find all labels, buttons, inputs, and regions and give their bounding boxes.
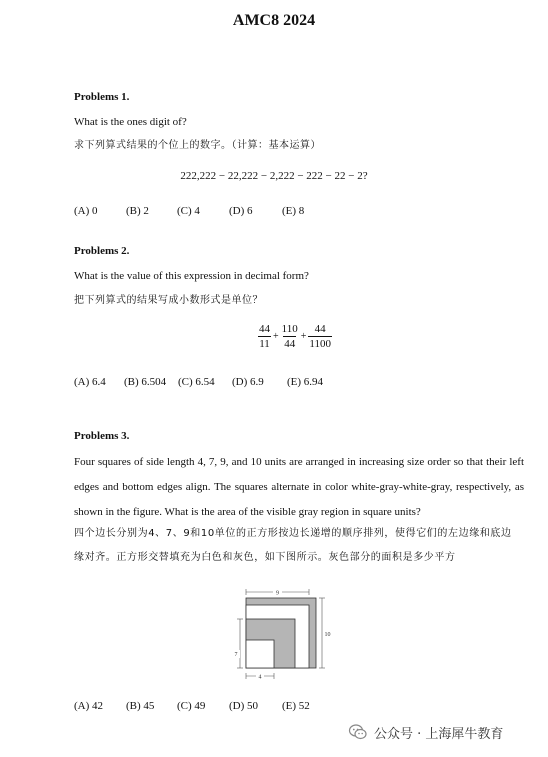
problem-1-expression: 222,222 − 22,222 − 2,222 − 222 − 22 − 2? (180, 170, 368, 182)
choice-d: (D) 50 (229, 700, 259, 712)
problem-1-choices (74, 205, 304, 217)
fraction-2-denominator: 44 (284, 338, 296, 350)
problem-2-heading: Problems 2. (74, 245, 130, 257)
fraction-3 (308, 322, 332, 351)
wechat-icon (348, 722, 368, 742)
page-title: AMC8 2024 (232, 12, 316, 29)
choice-b: (B) 45 (126, 700, 155, 712)
choice-e: (E) 52 (282, 700, 310, 712)
choice-a: (A) 42 (74, 700, 104, 712)
choice-c: (C) 49 (177, 700, 206, 712)
choice-d: (D) 6.9 (232, 376, 264, 388)
dimension-label-4: 4 (258, 674, 262, 681)
fraction-1-numerator: 44 (259, 323, 270, 335)
problem-1-question-cn: 求下列算式结果的个位上的数字。（计算：基本运算） (74, 140, 321, 151)
choice-d: (D) 6 (229, 205, 253, 217)
fraction-2 (281, 322, 299, 351)
problem-2-question-cn: 把下列算式的结果写成小数形式是单位？ (74, 295, 263, 306)
fraction-3-denominator: 1100 (309, 338, 331, 350)
dimension-label-9: 9 (276, 590, 279, 597)
fraction-1-denominator: 11 (259, 338, 270, 350)
square-4 (246, 640, 274, 668)
choice-b: (B) 6.504 (124, 376, 167, 388)
fraction-3-numerator: 44 (314, 323, 326, 335)
plus-operator-2: + (300, 331, 307, 342)
problem-2-expression (258, 322, 332, 351)
problem-3-choices (74, 700, 310, 712)
choice-e: (E) 6.94 (287, 376, 324, 388)
fraction-2-numerator: 110 (281, 323, 298, 335)
problem-3-question-cn: 四个边长分别为4、7、9和10单位的正方形按边长递增的顺序排列，使得它们的左边缘和底边缘对齐。正方形交替填充为白色和灰色，如下图所示。灰色部分的面积是多少平方 (74, 528, 512, 563)
choice-a: (A) 6.4 (74, 376, 106, 388)
watermark (348, 722, 503, 742)
problem-3-heading: Problems 3. (74, 430, 130, 442)
choice-c: (C) 4 (177, 205, 200, 217)
watermark-text: 公众号 · 上海犀牛教育 (374, 726, 504, 742)
fraction-1 (258, 322, 271, 351)
dimension-label-10: 10 (324, 632, 331, 638)
dimension-label-7: 7 (234, 652, 238, 658)
plus-operator-1: + (273, 331, 279, 342)
problem-1-heading: Problems 1. (74, 91, 130, 103)
choice-b: (B) 2 (126, 205, 149, 217)
choice-c: (C) 6.54 (178, 376, 215, 388)
choice-e: (E) 8 (282, 205, 305, 217)
problem-3-question-en: Four squares of side length 4, 7, 9, and 10 units are arranged in increasing size order so that their left edges and bottom edges align. The squares alternate in color white-gray-white-gray, respectively, as shown in the figure. What is the area of the visible gray region in square units? (74, 456, 524, 518)
problem-2-choices (74, 376, 323, 388)
choice-a: (A) 0 (74, 205, 98, 217)
problem-1-question-en: What is the ones digit of? (74, 116, 187, 128)
squares-figure (228, 586, 340, 686)
problem-2-question-en: What is the value of this expression in decimal form? (74, 270, 309, 282)
